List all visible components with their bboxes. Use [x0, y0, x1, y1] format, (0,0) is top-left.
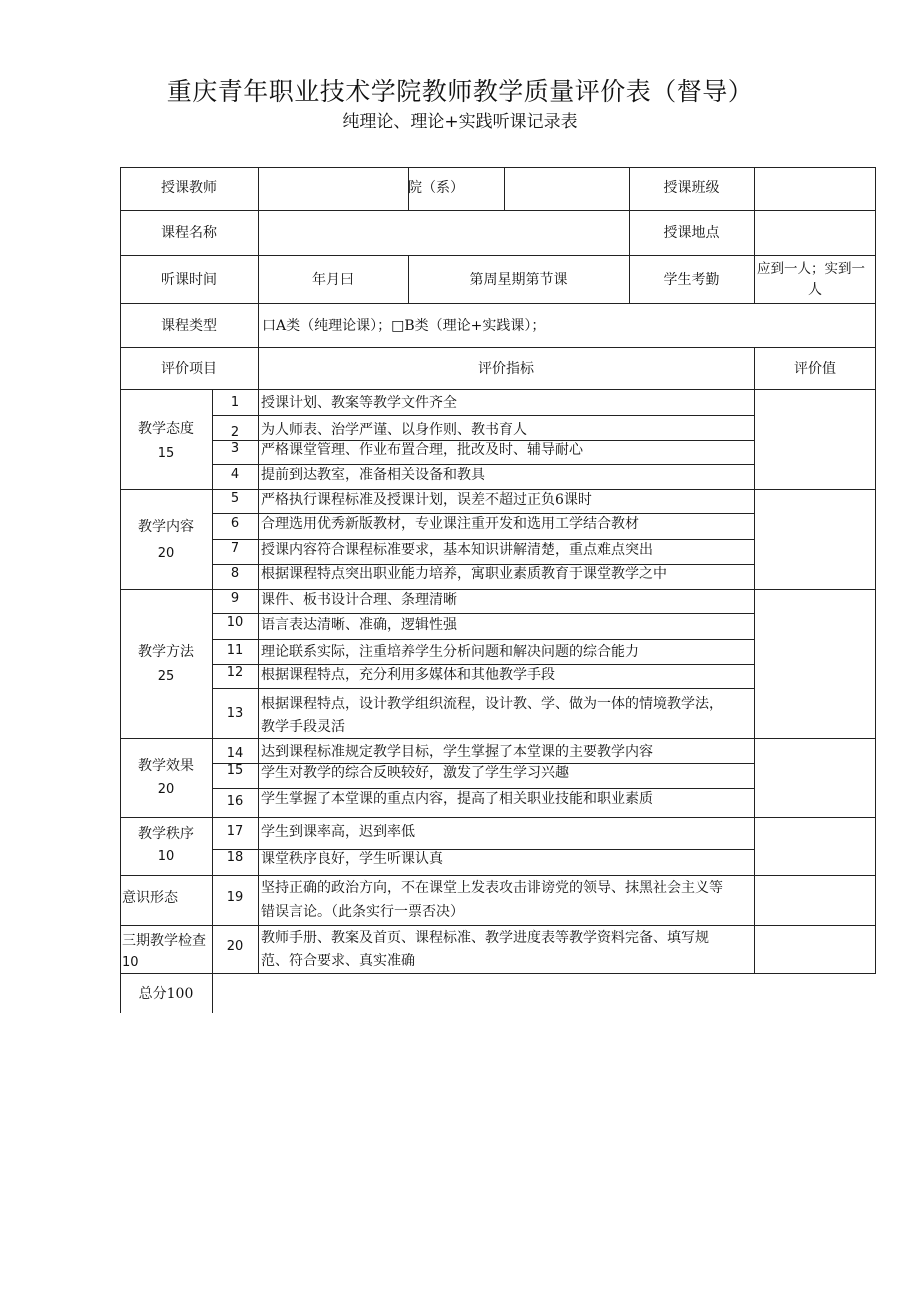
- category-name: 意识形态: [122, 890, 178, 906]
- category-score: 10: [157, 849, 175, 864]
- category-name: 三期教学检查: [122, 933, 206, 949]
- grid-line: [120, 210, 876, 211]
- indicator-number: 13: [226, 706, 244, 721]
- location-label: 授课地点: [663, 225, 720, 241]
- indicator-number: 5: [230, 491, 240, 506]
- indicator-text: 提前到达教室，准备相关设备和教具: [261, 467, 485, 483]
- grid-line: [120, 925, 876, 926]
- indicator-number: 1: [230, 395, 240, 410]
- indicator-number: 12: [226, 665, 244, 680]
- grid-line: [212, 415, 754, 416]
- indicator-text: 学生到课率高，迟到率低: [261, 824, 415, 840]
- form-title: 重庆青年职业技术学院教师教学质量评价表（督导）: [166, 77, 754, 106]
- category-score: 10: [122, 955, 139, 970]
- grid-line: [120, 973, 876, 974]
- grid-line: [504, 167, 505, 210]
- indicator-text: 授课内容符合课程标准要求，基本知识讲解清楚，重点难点突出: [261, 542, 653, 558]
- attendance-line-1: 应到一人；实到一: [757, 261, 865, 277]
- indicator-text: 严格执行课程标准及授课计划，误差不超过正负6课时: [261, 492, 592, 508]
- category-score: 15: [157, 446, 175, 461]
- category-name: 教学秩序: [138, 826, 194, 842]
- grid-line: [212, 688, 754, 689]
- indicator-number: 11: [226, 643, 244, 658]
- category-name: 教学内容: [138, 519, 194, 535]
- column-header-item: 评价项目: [161, 361, 217, 377]
- indicator-text: 课堂秩序良好，学生听课认真: [261, 851, 443, 867]
- indicator-number: 17: [226, 824, 244, 839]
- indicator-text: 坚持正确的政治方向，不在课堂上发表攻击诽谤党的领导、抹黑社会主义等: [261, 880, 723, 896]
- grid-line: [212, 639, 754, 640]
- attendance-label: 学生考勤: [663, 272, 720, 288]
- indicator-number: 6: [230, 516, 240, 531]
- time-label: 听课时间: [161, 272, 217, 288]
- type-options: 口A类（纯理论课）；□B类（理论+实践课）；: [262, 318, 546, 334]
- indicator-number: 10: [226, 615, 244, 630]
- indicator-text: 为人师表、治学严谨、以身作则、教书育人: [261, 422, 527, 438]
- indicator-text: 语言表达清晰、准确，逻辑性强: [261, 617, 457, 633]
- class-label: 授课班级: [663, 180, 720, 196]
- category-name: 教学态度: [138, 421, 194, 437]
- category-name: 教学方法: [138, 644, 194, 660]
- indicator-number: 4: [230, 467, 240, 482]
- indicator-text: 根据课程特点，设计教学组织流程，设计教、学、做为一体的情境教学法，: [261, 696, 723, 712]
- grid-line: [754, 347, 755, 973]
- indicator-text-continued: 错误言论。（此条实行一票否决）: [261, 904, 464, 920]
- total-score-label: 总分100: [138, 986, 194, 1002]
- grid-line: [120, 167, 876, 168]
- attendance-line-2: 人: [808, 282, 822, 298]
- grid-line: [120, 255, 876, 256]
- category-name: 教学效果: [138, 758, 194, 774]
- indicator-text: 根据课程特点突出职业能力培养，寓职业素质教育于课堂教学之中: [261, 566, 667, 582]
- category-score: 25: [157, 669, 175, 684]
- indicator-number: 2: [230, 425, 240, 440]
- indicator-number: 16: [226, 794, 244, 809]
- teacher-label: 授课教师: [161, 180, 217, 196]
- indicator-number: 9: [230, 591, 240, 606]
- grid-line: [120, 817, 876, 818]
- dept-label: 院（系）: [408, 180, 464, 196]
- grid-line: [120, 389, 876, 390]
- grid-line: [258, 389, 259, 973]
- indicator-number: 18: [226, 850, 244, 865]
- indicator-text: 授课计划、教案等教学文件齐全: [261, 395, 457, 411]
- indicator-text: 达到课程标准规定教学目标，学生掌握了本堂课的主要教学内容: [261, 744, 653, 760]
- indicator-number: 14: [226, 746, 244, 761]
- grid-line: [120, 347, 876, 348]
- indicator-text: 课件、板书设计合理、条理清晰: [261, 592, 457, 608]
- indicator-text: 根据课程特点，充分利用多媒体和其他教学手段: [261, 667, 555, 683]
- column-header-indicator: 评价指标: [478, 361, 534, 377]
- indicator-text: 理论联系实际，注重培养学生分析问题和解决问题的综合能力: [261, 644, 639, 660]
- indicator-number: 20: [226, 939, 244, 954]
- column-header-value: 评价值: [794, 361, 836, 377]
- category-score: 20: [157, 546, 175, 561]
- indicator-text-continued: 范、符合要求、真实准确: [261, 953, 415, 969]
- grid-line: [120, 303, 876, 304]
- indicator-number: 3: [230, 441, 240, 456]
- type-label: 课程类型: [161, 318, 217, 334]
- indicator-text: 严格课堂管理、作业布置合理，批改及时、辅导耐心: [261, 442, 583, 458]
- evaluation-form: [120, 167, 876, 1013]
- grid-line: [212, 613, 754, 614]
- indicator-number: 7: [230, 541, 240, 556]
- grid-line: [120, 875, 876, 876]
- indicator-text: 学生掌握了本堂课的重点内容，提高了相关职业技能和职业素质: [261, 791, 653, 807]
- week-field: 第周星期第节课: [469, 272, 568, 288]
- indicator-number: 19: [226, 890, 244, 905]
- date-field: 年月曰: [312, 272, 354, 288]
- indicator-number: 8: [230, 566, 240, 581]
- indicator-text: 合理选用优秀新版教材，专业课注重开发和选用工学结合教材: [261, 516, 639, 532]
- indicator-text: 学生对教学的综合反映较好，激发了学生学习兴趣: [261, 765, 569, 781]
- indicator-number: 15: [226, 763, 244, 778]
- grid-line: [120, 738, 876, 739]
- course-label: 课程名称: [161, 225, 217, 241]
- form-subtitle: 纯理论、理论+实践听课记录表: [342, 112, 578, 132]
- indicator-text-continued: 教学手段灵活: [261, 719, 345, 735]
- indicator-text: 教师手册、教案及首页、课程标准、教学进度表等教学资料完备、填写规: [261, 930, 709, 946]
- category-score: 20: [157, 782, 175, 797]
- grid-line: [120, 167, 121, 1013]
